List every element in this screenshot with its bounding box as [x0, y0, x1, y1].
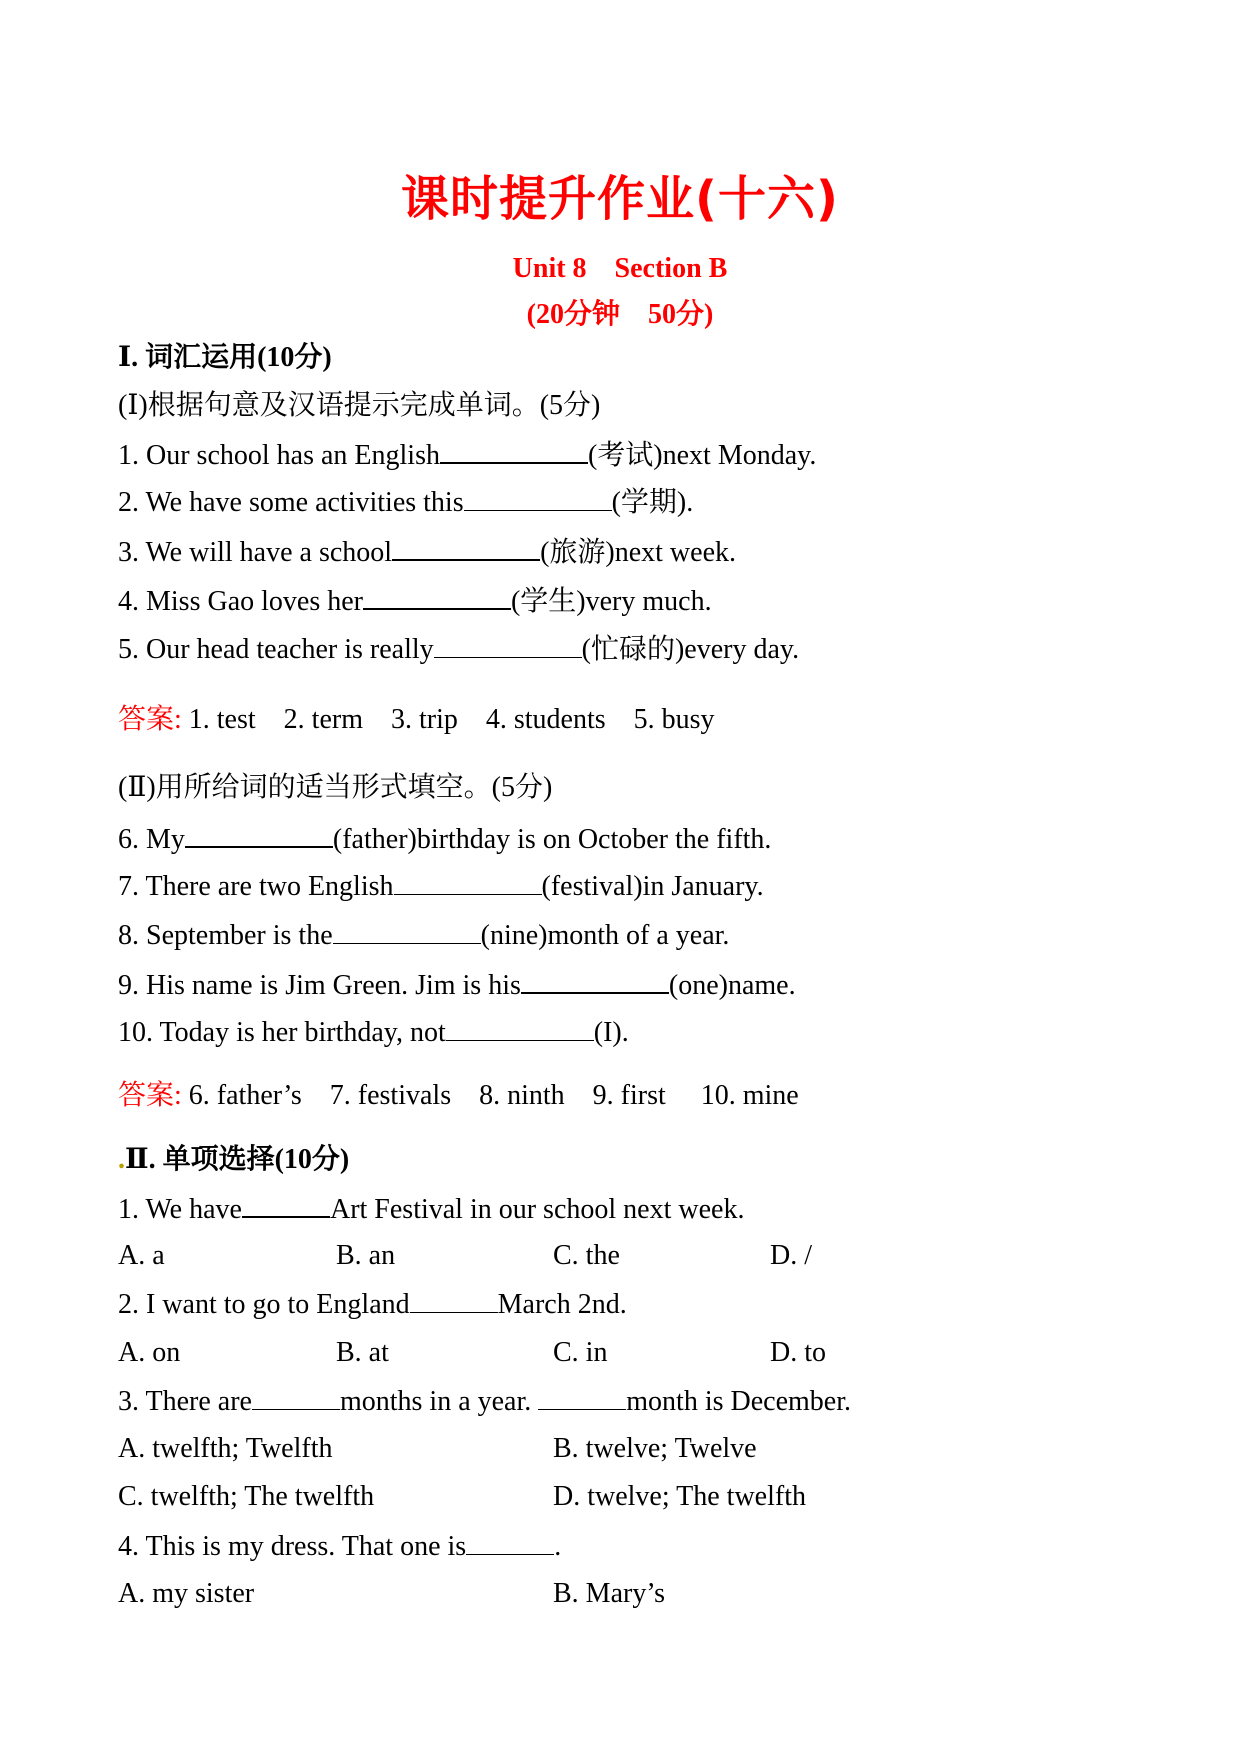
mc-question-2: 2. I want to go to England March 2nd. — [118, 1286, 627, 1323]
answer-blank[interactable] — [252, 1383, 340, 1410]
part2-heading: .Ⅱ. 单项选择(10分) — [118, 1144, 350, 1175]
option-b[interactable]: B. twelve; Twelve — [553, 1433, 757, 1464]
option-c[interactable]: C. the — [553, 1240, 620, 1271]
option-d[interactable]: D. twelve; The twelfth — [553, 1481, 806, 1512]
answer-label: 答案: — [118, 704, 182, 735]
answer-blank[interactable] — [363, 582, 511, 610]
question-2: 2. We have some activities this (学期). — [118, 484, 693, 521]
option-b[interactable]: B. Mary’s — [553, 1578, 665, 1609]
question-5: 5. Our head teacher is really (忙碌的)every day. — [118, 631, 799, 668]
option-a[interactable]: A. a — [118, 1240, 165, 1271]
question-9: 9. His name is Jim Green. Jim is his (one)name. — [118, 966, 796, 1004]
option-d[interactable]: D. to — [770, 1337, 826, 1368]
question-4: 4. Miss Gao loves her (学生)very much. — [118, 582, 712, 620]
sub2-instruction: (Ⅱ)用所给词的适当形式填空。(5分) — [118, 772, 553, 803]
answer-blank[interactable] — [466, 1528, 554, 1555]
sub1-instruction: (Ⅰ)根据句意及汉语提示完成单词。(5分) — [118, 390, 601, 421]
answer-blank[interactable] — [538, 1383, 626, 1410]
answer-blank[interactable] — [394, 868, 542, 895]
option-c[interactable]: C. twelfth; The twelfth — [118, 1481, 375, 1512]
mc-question-3: 3. There are months in a year. month is December. — [118, 1383, 851, 1420]
answer-blank[interactable] — [446, 1014, 594, 1041]
mc-question-4: 4. This is my dress. That one is . — [118, 1528, 561, 1565]
option-a[interactable]: A. twelfth; Twelfth — [118, 1433, 333, 1464]
mc-question-1: 1. We have Art Festival in our school next week. — [118, 1190, 744, 1228]
answer-blank[interactable] — [242, 1190, 330, 1218]
question-7: 7. There are two English (festival)in January. — [118, 868, 764, 905]
time-score: (20分钟 50分) — [526, 299, 714, 330]
question-8: 8. September is the (nine)month of a year. — [118, 917, 729, 954]
unit-subtitle: Unit 8 Section B — [512, 253, 728, 284]
option-b[interactable]: B. at — [336, 1337, 389, 1368]
question-1: 1. Our school has an English (考试)next Monday. — [118, 436, 816, 474]
page-title: 课时提升作业(十六) — [401, 171, 839, 227]
answer-blank[interactable] — [440, 436, 588, 464]
answer-blank[interactable] — [434, 631, 582, 658]
part1-heading: Ⅰ. 词汇运用(10分) — [118, 342, 332, 373]
answer-blank[interactable] — [392, 533, 540, 561]
answer-label: 答案: — [118, 1080, 182, 1111]
option-b[interactable]: B. an — [336, 1240, 396, 1271]
answer-blank[interactable] — [464, 484, 612, 511]
question-10: 10. Today is her birthday, not (I). — [118, 1014, 629, 1051]
answer-blank[interactable] — [333, 917, 481, 944]
answer-key-1: 答案: 1. test 2. term 3. trip 4. students 5. busy — [118, 704, 715, 735]
question-3: 3. We will have a school (旅游)next week. — [118, 533, 736, 571]
option-a[interactable]: A. my sister — [118, 1578, 255, 1609]
option-c[interactable]: C. in — [553, 1337, 608, 1368]
option-d[interactable]: D. / — [770, 1240, 812, 1271]
answer-blank[interactable] — [521, 966, 669, 994]
option-a[interactable]: A. on — [118, 1337, 181, 1368]
answer-key-2: 答案: 6. father’s 7. festivals 8. ninth 9. first 10. mine — [118, 1080, 799, 1111]
question-6: 6. My (father)birthday is on October the fifth. — [118, 820, 771, 858]
answer-blank[interactable] — [410, 1286, 498, 1313]
answer-blank[interactable] — [185, 820, 333, 848]
